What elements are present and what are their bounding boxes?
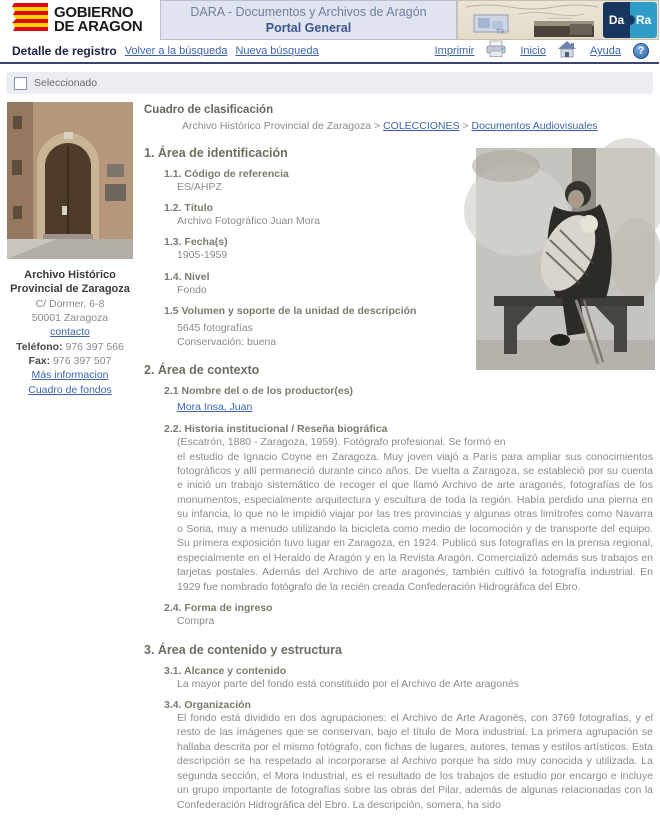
field-productores: 2.1 Nombre del o de los productor(es) Mora Insa, Juan — [164, 385, 354, 414]
archive-sidebar — [0, 98, 140, 397]
field-titulo: 1.2. Título Archivo Fotográfico Juan Mora — [164, 202, 320, 228]
seleccionado-checkbox[interactable] — [14, 77, 27, 90]
field-nivel: 1.4. Nivel Fondo — [164, 270, 210, 296]
dara-logo-right-piece: Ra — [630, 2, 657, 38]
archive-address: C/ Dormer, 6-8 — [35, 297, 105, 310]
header-document-collage — [457, 0, 659, 40]
archive-phone: Teléfono: 976 397 566 — [16, 340, 124, 353]
header — [0, 0, 659, 40]
section-2-title: 2. Área de contexto — [144, 363, 260, 378]
stamp-text: TX — [496, 29, 505, 36]
aragon-flag-icon — [12, 3, 48, 38]
home-icon[interactable] — [558, 41, 576, 62]
seleccionado-label: Seleccionado — [34, 77, 98, 89]
page-title: Detalle de registro — [12, 44, 117, 58]
fonds-table-link[interactable]: Cuadro de fondos — [28, 383, 112, 396]
printer-icon[interactable] — [486, 41, 506, 62]
toolbar — [0, 40, 659, 64]
contact-link[interactable]: contacto — [50, 325, 90, 338]
help-link[interactable]: Ayuda — [590, 45, 621, 57]
field-alcance-contenido: 3.1. Alcance y contenido La mayor parte del fondo está constituido por el Archivo de Arte aragonés — [164, 664, 520, 690]
breadcrumb: Archivo Histórico Provincial de Zaragoza > COLECCIONES > Documentos Audiovisuales — [182, 120, 598, 132]
dara-logo[interactable] — [603, 2, 657, 38]
portal-title-banner — [160, 0, 457, 40]
producer-link[interactable]: Mora Insa, Juan — [177, 401, 253, 414]
selection-bar — [6, 72, 653, 94]
field-codigo-referencia: 1.1. Código de referencia ES/AHPZ — [164, 168, 289, 193]
field-forma-ingreso: 2.4. Forma de ingreso Compra — [164, 602, 273, 628]
archive-fax: Fax: 976 397 507 — [28, 354, 112, 367]
archive-postal-city: 50001 Zaragoza — [31, 311, 109, 324]
field-fechas: 1.3. Fecha(s) 1905-1959 — [164, 236, 228, 262]
portal-subtitle: Portal General — [265, 21, 352, 35]
gobierno-aragon-wordmark: GOBIERNO DE ARAGON — [54, 3, 143, 35]
new-search-link[interactable]: Nueva búsqueda — [235, 45, 319, 57]
home-link[interactable]: Inicio — [520, 45, 546, 57]
field-volumen-soporte: 1.5 Volumen y soporte de la unidad de descripción 5645 fotografías Conservación: buena — [164, 304, 417, 348]
help-icon[interactable]: ? — [633, 43, 649, 59]
section-3-title: 3. Área de contenido y estructura — [144, 642, 342, 657]
dara-logo-left-piece: Da — [603, 2, 630, 38]
classification-heading: Cuadro de clasificación — [144, 104, 274, 116]
print-link[interactable]: Imprimir — [434, 45, 475, 57]
juan-mora-portrait-photo — [476, 148, 655, 370]
more-info-link[interactable]: Más informacion — [31, 368, 109, 381]
breadcrumb-collections-link[interactable]: COLECCIONES — [383, 120, 460, 132]
puzzle-knob-icon — [625, 15, 635, 25]
field-organizacion: 3.4. Organización El fondo está dividido en dos agrupaciones: el Archivo de Arte Aragonés, con 3769 fotografías, y el resto de las imágenes que se conservan, bajo el título de Mora industrial. La primera agrupación se hallaba descrita por el mismo fotógrafo, con fichas de lugares, autores, temas y estilos artísticos. Esta descripción se ha respetado al incorporarse al Archivo porque ha sido muy conocida y utilizada. La segunda sección, el Mora Industrial, es el resultado de los trabajos de estudio por encargo e incluye un grupo importante de fotografías sobre las obras del Pilar, además de algunas relacionadas con la Confederación Hidrográfica del Ebro. La descripción, somera, ha sido — [164, 698, 653, 811]
breadcrumb-root: Archivo Histórico Provincial de Zaragoza — [182, 120, 372, 132]
gobierno-aragon-logo[interactable] — [0, 0, 160, 40]
organization-text: El fondo está dividido en dos agrupaciones: el Archivo de Arte Aragonés, con 3769 fotografías, y el resto de las imágenes que se conservan, bajo el título de Mora industrial. La primera agrupación se hallaba descrita por el mismo fotógrafo, con fichas de lugares, autores, temas y estilos artísticos. Esta descripción se ha respetado al incorporarse al Archivo porque ha sido muy conocida y utilizada. La segunda sección, el Mora Industrial, es el resultado de los trabajos de estudio por encargo e incluye un grupo importante de fotografías sobre las obras del Pilar, además de algunas relacionadas con la Confederación Hidrográfica del Ebro. La descripción, somera, ha sido — [177, 711, 653, 811]
record-detail-main — [140, 98, 659, 820]
portal-title: DARA - Documentos y Archivos de Aragón — [190, 5, 427, 19]
section-1-title: 1. Área de identificación — [144, 146, 288, 160]
back-to-search-link[interactable]: Volver a la búsqueda — [124, 45, 228, 57]
archive-name: Archivo Histórico Provincial de Zaragoza — [10, 269, 130, 295]
biography-text: (Escatrón, 1880 - Zaragoza, 1959). Fotógrafo profesional. Se formó en el estudio de Ignacio Coyne en Zaragoza. Muy joven viajó a París para ampliar sus conocimientos fotográficos y allí permaneció durante cinco años. De vuelta a Zaragoza, se estableció por su cuenta e inició un trabajo sistemático de recoger el que llamó Archivo de arte aragonés, fotografías de los monumentos, especialmente arquitectura y escultura de toda la región. Había perdido una pierna en su infancia, lo que no le impidió viajar por las tres provincias y algunas otras limítrofes como Navarra o Soria, muy a menudo utilizando la bicicleta como medio de locomoción y de transporte del equipo. Su primera exposición tuvo lugar en Zaragoza, en 1924. Publicó sus fotografías en la prensa regional, especialmente en el Heraldo de Aragón y en la Revista Aragón. Comercializó además sus trabajos en tarjetas postales. Además del Archivo de arte aragonés, también cultivó la fotografía industrial. En 1929 fue nombrado fotógrafo de la recién creada Confederación Hidrográfica del Ebro. — [177, 436, 653, 593]
field-historia-biografica: 2.2. Historia institucional / Reseña biográfica (Escatrón, 1880 - Zaragoza, 1959). Fotógrafo profesional. Se formó en el estudio de Ignacio Coyne en Zaragoza. Muy joven viajó a París para ampliar sus conocimientos fotográficos y allí permaneció durante cinco años. De vuelta a Zaragoza, se estableció por su cuenta e inició un trabajo sistemático de recoger el que llamó Archivo de arte aragonés, fotografías de los monumentos, especialmente arquitectura y escultura de toda la región. Había perdido una pierna en su infancia, lo que no le impidió viajar por las tres provincias y algunas otras limítrofes como Navarra o Soria, muy a menudo utilizando la bicicleta como medio de locomoción y de transporte del equipo. Su primera exposición tuvo lugar en Zaragoza, en 1924. Publicó sus fotografías en la prensa regional, especialmente en el Heraldo de Aragón y en la Revista Aragón. Comercializó además sus trabajos en tarjetas postales. Además del Archivo de arte aragonés, también cultivó la fotografía industrial. En 1929 fue nombrado fotógrafo de la recién creada Confederación Hidrográfica del Ebro. — [164, 423, 653, 593]
breadcrumb-audiovisual-link[interactable]: Documentos Audiovisuales — [471, 120, 598, 132]
archive-building-photo — [7, 102, 133, 259]
